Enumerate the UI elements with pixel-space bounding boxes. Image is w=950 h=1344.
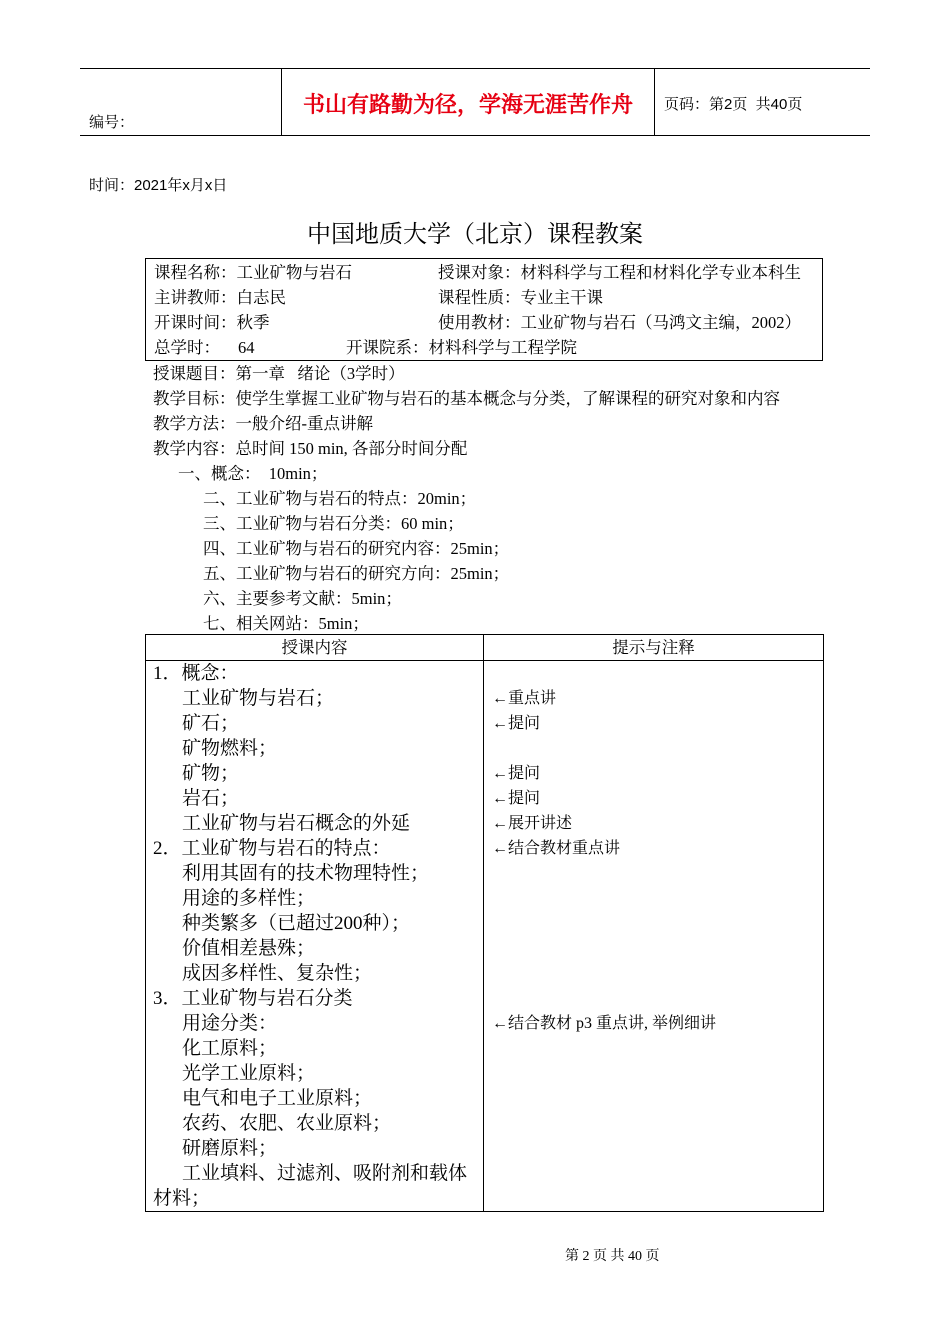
school-value: 材料科学与工程学院: [428, 338, 577, 357]
note-cell: [484, 936, 823, 961]
table-row: [146, 1111, 823, 1136]
audience-label: 授课对象：: [438, 263, 521, 282]
table-row: [146, 1011, 823, 1036]
table-row: [146, 1186, 823, 1211]
section-heading: 1．概念：: [146, 661, 484, 686]
content-item: 工业矿物与岩石概念的外延: [146, 811, 484, 836]
total-hours-value: 64: [238, 338, 255, 357]
note-cell: [484, 1036, 823, 1061]
course-name-value: 工业矿物与岩石: [236, 263, 352, 282]
note-cell: ←展开讲述: [492, 815, 573, 832]
content-item: 电气和电子工业原料；: [146, 1086, 484, 1111]
lecturer-value: 白志民: [236, 288, 286, 307]
table-row: [146, 1136, 823, 1161]
note-cell: ←提问: [492, 790, 541, 807]
table-row: [146, 936, 823, 961]
note-cell: [484, 1111, 823, 1136]
content-value: 总时间 150 min, 各部分时间分配: [235, 439, 468, 458]
note-cell: [484, 736, 823, 761]
header-page-cell: [655, 69, 870, 135]
lecturer-label: 主讲教师：: [154, 288, 237, 307]
textbook-label: 使用教材：: [438, 313, 521, 332]
course-nature-value: 专业主干课: [520, 288, 603, 307]
total-hours-label: 总学时：: [154, 338, 220, 357]
allocation-item: 二、工业矿物与岩石的特点：20min；: [203, 489, 477, 508]
table-row: [146, 811, 823, 836]
objective-label: 教学目标：: [153, 389, 236, 408]
table-row: [146, 761, 823, 786]
note-cell: ←重点讲: [492, 690, 557, 707]
audience-value: 材料科学与工程和材料化学专业本科生: [520, 263, 801, 282]
content-item: 光学工业原料；: [146, 1061, 484, 1086]
document-header: [80, 68, 870, 194]
serial-number-label: 编号：: [89, 114, 135, 131]
term-label: 开课时间：: [154, 313, 237, 332]
lesson-info: [145, 361, 823, 636]
header-meta-cell: [80, 69, 282, 194]
date-label: 时间：2021年x月x日: [89, 177, 228, 194]
table-row: [146, 1086, 823, 1111]
note-cell: [484, 1161, 823, 1186]
note-cell: [484, 986, 823, 1011]
note-cell: ←提问: [492, 765, 541, 782]
school-label: 开课院系：: [346, 338, 429, 357]
motto-text: 书山有路勤为径，学海无涯苦作舟: [302, 92, 633, 117]
lesson-content: [145, 436, 823, 461]
info-row-term: [146, 310, 822, 335]
topic-label: 授课题目：: [153, 364, 236, 383]
table-row: [146, 886, 823, 911]
table-row: [146, 836, 823, 861]
allocation-item: 四、工业矿物与岩石的研究内容：25min；: [203, 539, 510, 558]
page-footer: 第 2 页 共 40 页: [565, 1249, 660, 1264]
content-item: 研磨原料；: [146, 1136, 484, 1161]
content-item: 成因多样性、复杂性；: [146, 961, 484, 986]
textbook-field: [438, 310, 801, 335]
section-heading: 2．工业矿物与岩石的特点：: [146, 836, 484, 861]
table-row: [146, 1161, 823, 1186]
lesson-table: [145, 634, 824, 1212]
course-info-table: [145, 258, 823, 361]
lecturer-field: [154, 285, 438, 310]
content-item: 矿石；: [146, 711, 484, 736]
content-item: 用途的多样性；: [146, 886, 484, 911]
note-cell: [484, 961, 823, 986]
textbook-value: 工业矿物与岩石（马鸿文主编，2002）: [520, 313, 801, 332]
column-header-content: 授课内容: [146, 635, 484, 660]
audience-field: [438, 260, 801, 285]
course-info-block: [145, 258, 823, 636]
content-item-continuation: 材料；: [146, 1186, 484, 1211]
document-title: 中国地质大学（北京）课程教案: [307, 222, 643, 248]
lesson-objective: [145, 386, 823, 411]
info-row-course: [146, 260, 822, 285]
content-item: 种类繁多（已超过200种）；: [146, 911, 484, 936]
note-cell: [484, 911, 823, 936]
note-cell: [484, 1086, 823, 1111]
header-motto-cell: [282, 69, 655, 135]
table-row: [146, 711, 823, 736]
table-row: [146, 1061, 823, 1086]
allocation-item: 六、主要参考文献：5min；: [203, 589, 402, 608]
content-item: 矿物燃料；: [146, 736, 484, 761]
content-item: 价值相差悬殊；: [146, 936, 484, 961]
section-heading: 3．工业矿物与岩石分类: [146, 986, 484, 1011]
allocation-item: 三、工业矿物与岩石分类：60 min；: [203, 514, 464, 533]
info-row-lecturer: [146, 285, 822, 310]
table-row: [146, 786, 823, 811]
note-cell: [484, 1061, 823, 1086]
note-cell: [484, 1186, 823, 1211]
lesson-topic: [145, 361, 823, 386]
note-cell: [484, 661, 823, 686]
table-row: [146, 1036, 823, 1061]
topic-value: 第一章 绪论（3学时）: [235, 364, 405, 383]
info-row-hours: [146, 335, 822, 360]
content-item: 工业矿物与岩石；: [146, 686, 484, 711]
allocation-item: 七、相关网站：5min；: [203, 614, 369, 633]
content-item: 化工原料；: [146, 1036, 484, 1061]
content-item: 用途分类：: [146, 1011, 484, 1036]
table-row: [146, 986, 823, 1011]
course-nature-field: [438, 285, 603, 310]
table-row: [146, 736, 823, 761]
course-nature-label: 课程性质：: [438, 288, 521, 307]
note-cell: [484, 886, 823, 911]
content-label: 教学内容：: [153, 439, 236, 458]
table-row: [146, 686, 823, 711]
note-cell: ←结合教材重点讲: [492, 840, 621, 857]
lesson-method: [145, 411, 823, 436]
note-cell: [484, 1136, 823, 1161]
column-header-notes: 提示与注释: [612, 638, 695, 657]
table-header-row: [146, 635, 823, 661]
content-item: 农药、农肥、农业原料；: [146, 1111, 484, 1136]
table-row: [146, 961, 823, 986]
note-cell: [484, 861, 823, 886]
content-item: 利用其固有的技术物理特性；: [146, 861, 484, 886]
method-label: 教学方法：: [153, 414, 236, 433]
content-item: 工业填料、过滤剂、吸附剂和载体: [146, 1161, 484, 1186]
course-name-field: [154, 260, 438, 285]
table-row: [146, 911, 823, 936]
content-item: 岩石；: [146, 786, 484, 811]
content-item: 矿物；: [146, 761, 484, 786]
objective-value: 使学生掌握工业矿物与岩石的基本概念与分类，了解课程的研究对象和内容: [235, 389, 780, 408]
header-page-info: 页码：第2页 共40页: [664, 96, 803, 113]
term-field: [154, 310, 438, 335]
allocation-item: 一、概念： 10min；: [178, 464, 328, 483]
term-value: 秋季: [236, 313, 270, 332]
table-row: [146, 861, 823, 886]
note-cell: ←结合教材 p3 重点讲, 举例细讲: [492, 1015, 717, 1032]
method-value: 一般介绍-重点讲解: [235, 414, 373, 433]
note-cell: ←提问: [492, 715, 541, 732]
course-name-label: 课程名称：: [154, 263, 237, 282]
table-row: [146, 661, 823, 686]
allocation-item: 五、工业矿物与岩石的研究方向：25min；: [203, 564, 510, 583]
